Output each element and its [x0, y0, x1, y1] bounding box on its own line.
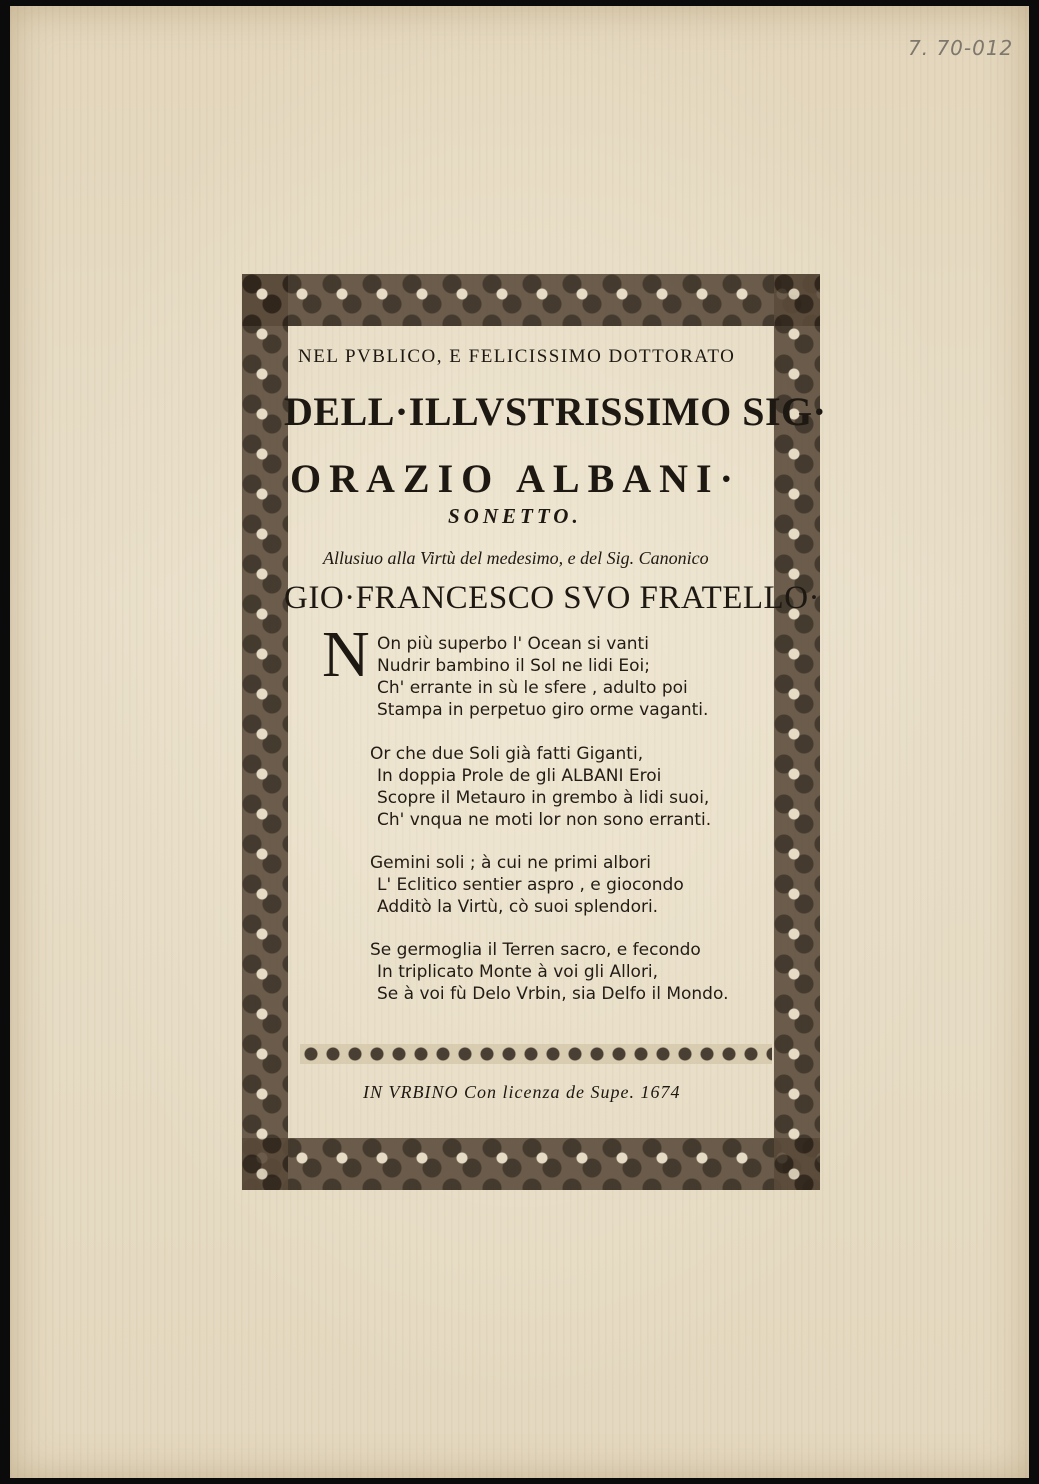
dedicatee-name: GIO·FRANCESCO SVO FRATELLO· — [284, 580, 821, 616]
title-line-3: ORAZIO ALBANI· — [290, 456, 741, 501]
genre-label: SONETTO. — [448, 504, 582, 528]
drop-capital: N — [322, 618, 370, 691]
verse-line: In doppia Prole de gli ALBANI Eroi — [377, 766, 662, 786]
imprint: IN VRBINO Con licenza de Supe. 1674 — [363, 1082, 681, 1102]
verse-line: Ch' errante in sù le sfere , adulto poi — [377, 678, 688, 698]
verse-line: Gemini soli ; à cui ne primi albori — [370, 853, 651, 873]
ornamental-border-bottom — [242, 1138, 820, 1190]
paper-sheet — [10, 6, 1029, 1478]
ornamental-rule — [300, 1044, 772, 1064]
title-line-2: DELL·ILLVSTRISSIMO SIG· — [284, 389, 827, 434]
verse-line: Nudrir bambino il Sol ne lidi Eoi; — [377, 656, 651, 676]
verse-line: Se à voi fù Delo Vrbin, sia Delfo il Mondo. — [377, 984, 729, 1004]
title-line-1: NEL PVBLICO, E FELICISSIMO DOTTORATO — [298, 346, 736, 367]
verse-line: On più superbo l' Ocean si vanti — [377, 634, 649, 654]
verse-line: Scopre il Metauro in grembo à lidi suoi, — [377, 788, 710, 808]
verse-line: In triplicato Monte à voi gli Allori, — [377, 962, 659, 982]
ornamental-border-top — [242, 274, 820, 326]
verse-line: Se germoglia il Terren sacro, e fecondo — [370, 940, 701, 960]
verse-line: Additò la Virtù, cò suoi splendori. — [377, 897, 659, 917]
shelfmark: 7. 70-012 — [908, 36, 1014, 60]
ornamental-border-left — [242, 274, 288, 1190]
verse-line: Stampa in perpetuo giro orme vaganti. — [377, 700, 709, 720]
verse-line: Or che due Soli già fatti Giganti, — [370, 744, 644, 764]
verse-line: Ch' vnqua ne moti lor non sono erranti. — [377, 810, 712, 830]
verse-line: L' Eclitico sentier aspro , e giocondo — [377, 875, 684, 895]
dedication-line: Allusiuo alla Virtù del medesimo, e del Sig. Canonico — [323, 548, 709, 568]
